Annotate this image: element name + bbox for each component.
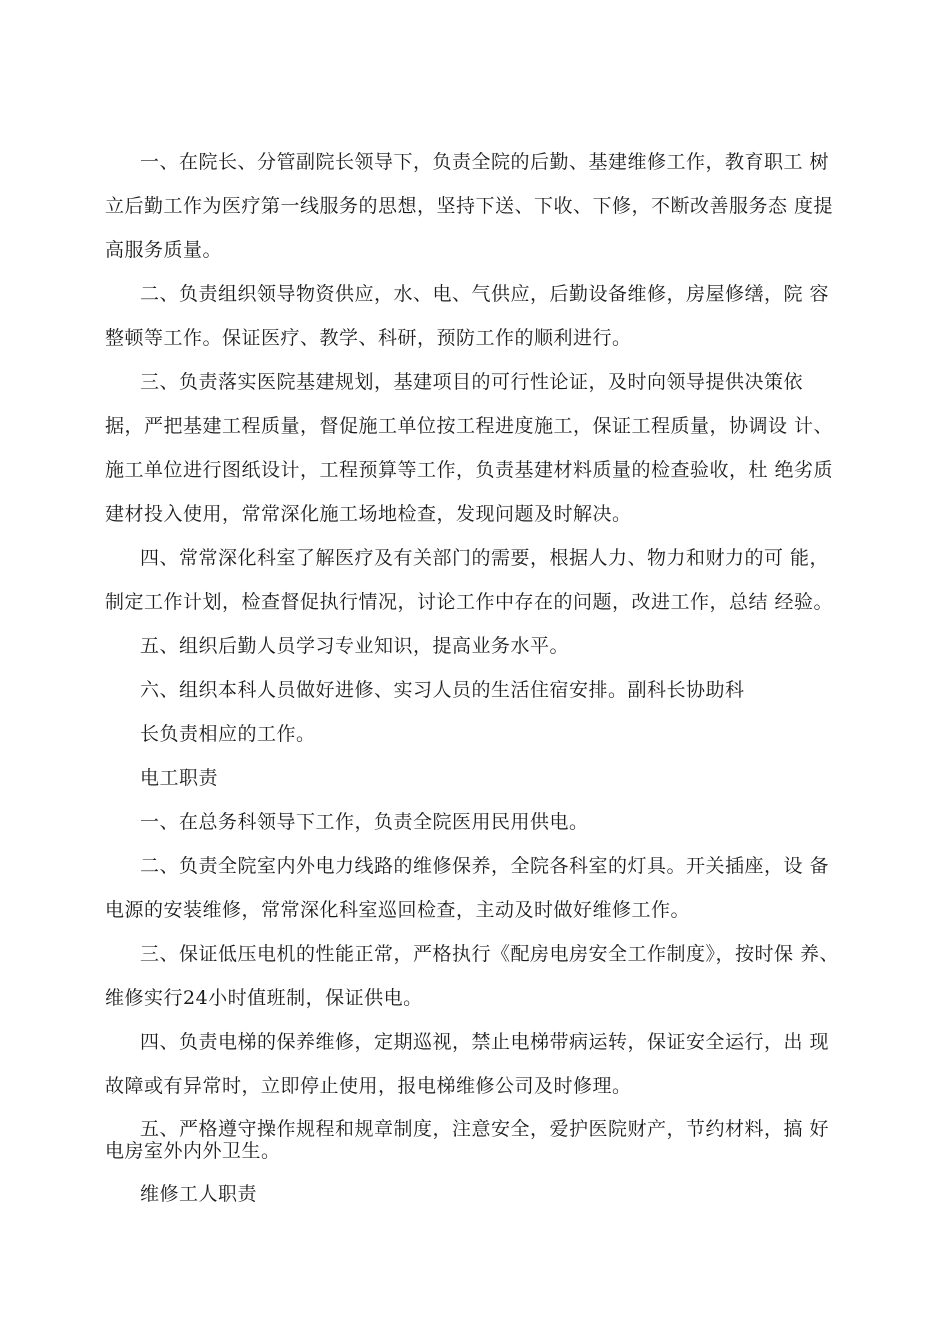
- paragraph-6: 六、组织本科人员做好进修、实习人员的生活住宿安排。副科长协助科: [140, 679, 745, 701]
- paragraph-3: 三、负责落实医院基建规划，基建项目的可行性论证，及时向领导提供决策依 据，严把基建工程质量，督促施工单位按工程进度施工，保证工程质量，协调设 计、施工单位进行图纸设计，工程预算等工作，负责基建材料质量的检查验收，杜 绝劣质建材投入使用，常常深化施工场地检查，发现问题及时解决。: [105, 371, 834, 525]
- electrician-duty-3: 三、保证低压电机的性能正常，严格执行《配房电房安全工作制度》，按时保 养、维修实行24小时值班制，保证供电。: [105, 943, 840, 1009]
- paragraph-2: 二、负责组织领导物资供应，水、电、气供应，后勤设备维修，房屋修缮，院 容整顿等工作。保证医疗、教学、科研，预防工作的顺利进行。: [105, 283, 830, 349]
- electrician-duty-2: 二、负责全院室内外电力线路的维修保养，全院各科室的灯具。开关插座，设 备电源的安装维修，常常深化科室巡回检查，主动及时做好维修工作。: [105, 855, 830, 921]
- paragraph-7: 长负责相应的工作。: [140, 723, 316, 745]
- paragraph-5: 五、组织后勤人员学习专业知识，提高业务水平。: [140, 635, 570, 657]
- paragraph-1: 一、在院长、分管副院长领导下，负责全院的后勤、基建维修工作，教育职工 树立后勤工作为医疗第一线服务的思想，坚持下送、下收、下修，不断改善服务态 度提高服务质量。: [105, 151, 834, 261]
- section-title-electrician: 电工职责: [140, 767, 219, 789]
- electrician-duty-1: 一、在总务科领导下工作，负责全院医用民用供电。: [140, 811, 589, 833]
- section-title-maintenance-worker: 维修工人职责: [140, 1183, 258, 1205]
- electrician-duty-4: 四、负责电梯的保养维修，定期巡视，禁止电梯带病运转，保证安全运行，出 现故障或有异常时，立即停止使用，报电梯维修公司及时修理。: [105, 1031, 830, 1097]
- document-body: [105, 140, 845, 1216]
- paragraph-4: 四、常常深化科室了解医疗及有关部门的需要，根据人力、物力和财力的可 能，制定工作计划，检查督促执行情况，讨论工作中存在的问题，改进工作，总结 经验。: [105, 547, 834, 613]
- electrician-duty-5: 五、严格遵守操作规程和规章制度，注意安全，爱护医院财产，节约材料，搞 好电房室外内外卫生。: [105, 1118, 830, 1162]
